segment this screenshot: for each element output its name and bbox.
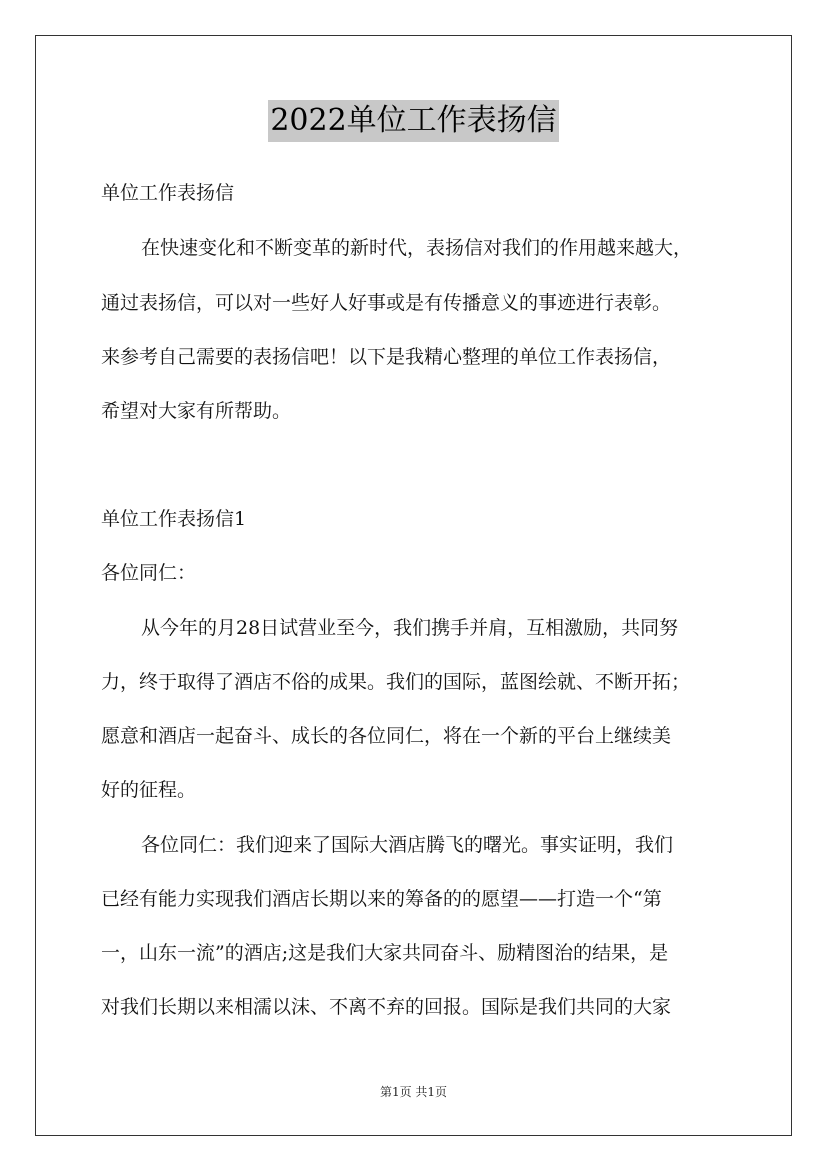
section-heading: 单位工作表扬信1: [101, 508, 247, 530]
subheading: 单位工作表扬信: [101, 182, 235, 204]
document-title-wrap: [0, 100, 827, 142]
page-footer: 第1页 共1页: [379, 1085, 448, 1099]
paragraph-line: 通过表扬信，可以对一些好人好事或是有传播意义的事迹进行表彰。: [101, 292, 672, 314]
paragraph-line: 来参考自己需要的表扬信吧！以下是我精心整理的单位工作表扬信，: [101, 346, 672, 368]
paragraph-line: 一，山东一流”的酒店;这是我们大家共同奋斗、励精图治的结果，是: [101, 942, 669, 964]
paragraph-line: 对我们长期以来相濡以沫、不离不弃的回报。国际是我们共同的大家: [101, 996, 672, 1018]
paragraph-line: 各位同仁：我们迎来了国际大酒店腾飞的曙光。事实证明，我们: [141, 834, 674, 856]
paragraph-line: 好的征程。: [101, 779, 197, 801]
paragraph-line: 愿意和酒店一起奋斗、成长的各位同仁，将在一个新的平台上继续美: [101, 725, 672, 747]
document-title: 2022单位工作表扬信: [268, 100, 558, 142]
paragraph-line: 希望对大家有所帮助。: [101, 400, 292, 422]
paragraph-line: 已经有能力实现我们酒店长期以来的筹备的的愿望——打造一个“第: [101, 888, 662, 910]
paragraph-line: 在快速变化和不断变革的新时代，表扬信对我们的作用越来越大，: [141, 237, 693, 259]
paragraph-line: 力，终于取得了酒店不俗的成果。我们的国际，蓝图绘就、不断开拓；: [101, 671, 691, 693]
paragraph-line: 从今年的月28日试营业至今，我们携手并肩，互相激励，共同努: [141, 617, 679, 639]
salutation: 各位同仁：: [101, 562, 197, 584]
